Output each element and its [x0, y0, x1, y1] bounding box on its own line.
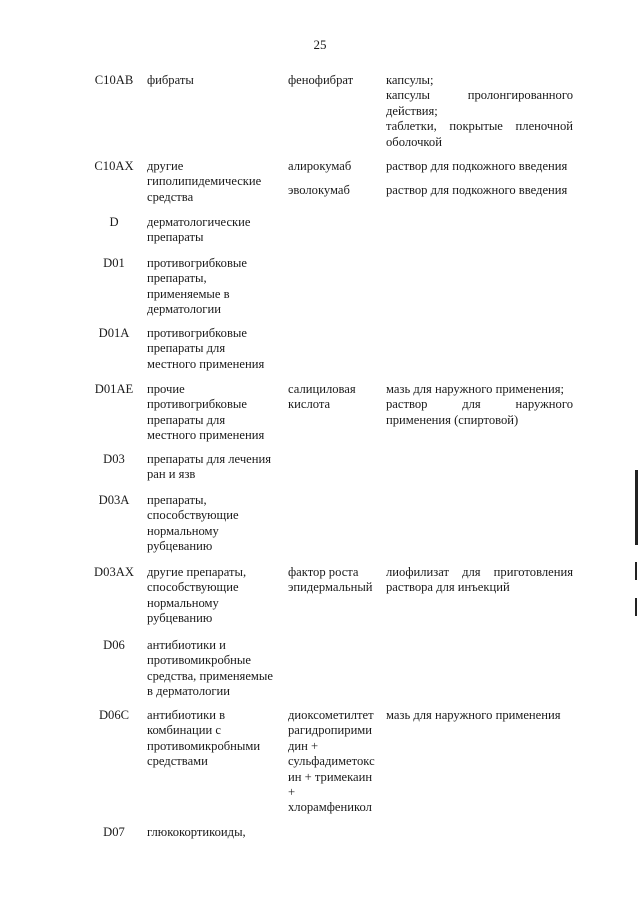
atc-code: D	[109, 215, 119, 229]
drug-name-line: дин +	[288, 738, 319, 753]
dosage-forms	[386, 382, 573, 428]
group-line: препараты для	[147, 412, 226, 427]
anatomical-therapeutic-group	[147, 452, 279, 483]
group-line: противогрибковые	[147, 326, 247, 340]
group-line: нормальному	[147, 595, 219, 610]
form-entry	[386, 708, 573, 723]
group-line: дерматологические	[147, 215, 251, 229]
group-line: способствующие	[147, 580, 239, 595]
drug-name-line: эпидермальный	[288, 580, 373, 595]
atc-code: D01AE	[94, 382, 134, 396]
group-line: способствующие	[147, 508, 239, 523]
group-line: прочие	[147, 382, 185, 396]
dosage-form-line: капсулы;	[386, 73, 434, 87]
group-line: фибраты	[147, 73, 194, 87]
anatomical-therapeutic-group	[147, 638, 279, 700]
group-line: другие препараты,	[147, 565, 247, 579]
dosage-form-line: мазь для наружного применения;	[386, 382, 565, 396]
atc-code: D03	[103, 452, 125, 466]
drug-names	[288, 159, 380, 198]
group-line: средствами	[147, 754, 208, 769]
anatomical-therapeutic-group	[147, 73, 279, 88]
drug-names	[288, 382, 380, 413]
dosage-form-line: капсулы пролонгированного	[386, 88, 573, 103]
drug-entry	[288, 73, 380, 88]
drug-names	[288, 708, 380, 816]
drug-entry	[288, 565, 380, 596]
form-entry	[386, 183, 573, 198]
group-line: рубцеванию	[147, 611, 213, 626]
atc-code: D03AX	[94, 565, 134, 579]
group-line: препараты для лечения	[147, 452, 272, 466]
group-line: антибиотики и	[147, 638, 226, 652]
dosage-form-line: раствор для подкожного введения	[386, 159, 568, 173]
scan-mark-right-lower	[635, 562, 637, 580]
atc-code: C10AX	[94, 159, 134, 173]
group-line: комбинации с	[147, 723, 221, 738]
drug-name-line: фенофибрат	[288, 73, 354, 87]
drug-entry	[288, 708, 380, 816]
anatomical-therapeutic-group	[147, 825, 279, 840]
dosage-form-line: лиофилизат для приготовления	[386, 565, 573, 579]
group-line: препараты для	[147, 341, 226, 356]
group-line: дерматологии	[147, 302, 221, 317]
drug-name-line: диоксометилтет	[288, 708, 374, 722]
group-line: препараты,	[147, 493, 207, 507]
anatomical-therapeutic-group	[147, 493, 279, 555]
dosage-form-line: применения (спиртовой)	[386, 412, 519, 427]
anatomical-therapeutic-group	[147, 215, 279, 246]
atc-code: D01	[103, 256, 125, 270]
drug-names	[288, 73, 380, 88]
group-line: противомикробными	[147, 738, 261, 753]
group-line: местного применения	[147, 428, 265, 443]
group-line: противогрибковые	[147, 256, 247, 270]
group-line: местного применения	[147, 356, 265, 371]
drug-name-line: сульфадиметокс	[288, 754, 375, 769]
drug-entry	[288, 159, 380, 174]
drug-entry	[288, 183, 380, 198]
dosage-forms	[386, 565, 573, 596]
anatomical-therapeutic-group	[147, 708, 279, 770]
drug-name-line: кислота	[288, 397, 331, 412]
group-line: противомикробные	[147, 653, 251, 668]
atc-code: D01A	[98, 326, 130, 340]
drug-name-line: ин + тримекаин	[288, 769, 373, 784]
dosage-form-line: раствора для инъекций	[386, 580, 510, 595]
dosage-form-line: действия;	[386, 103, 438, 118]
drug-name-line: эволокумаб	[288, 183, 350, 197]
anatomical-therapeutic-group	[147, 256, 279, 318]
dosage-form-line: раствор для наружного	[386, 397, 573, 412]
dosage-form-line: оболочкой	[386, 134, 442, 149]
form-entry	[386, 565, 573, 596]
atc-code: D06C	[98, 708, 130, 722]
group-line: противогрибковые	[147, 397, 247, 412]
form-entry	[386, 159, 573, 174]
drug-name-line: салициловая	[288, 382, 356, 396]
group-line: средства, применяемые	[147, 668, 273, 683]
form-entry	[386, 382, 573, 428]
drug-entry	[288, 382, 380, 413]
anatomical-therapeutic-group	[147, 326, 279, 372]
group-line: гиполипидемические	[147, 174, 262, 189]
group-line: ран и язв	[147, 467, 196, 482]
group-line: другие	[147, 159, 184, 173]
atc-code: C10AB	[94, 73, 134, 87]
dosage-forms	[386, 708, 573, 723]
atc-code: D03A	[98, 493, 130, 507]
drug-name-line: хлорамфеникол	[288, 800, 372, 815]
dosage-form-line: раствор для подкожного введения	[386, 183, 568, 197]
anatomical-therapeutic-group	[147, 159, 279, 205]
atc-code: D07	[103, 825, 125, 839]
group-line: антибиотики в	[147, 708, 226, 722]
group-line: глюкокортикоиды,	[147, 825, 246, 839]
drug-name-line: алирокумаб	[288, 159, 352, 173]
dosage-forms	[386, 159, 573, 198]
scan-mark-right-bottom	[635, 598, 637, 616]
drug-name-line: рагидропирими	[288, 723, 373, 738]
drug-name-line: фактор роста	[288, 565, 359, 579]
group-line: препараты	[147, 230, 204, 245]
dosage-forms	[386, 73, 573, 150]
page-number: 25	[313, 37, 327, 52]
group-line: средства	[147, 189, 194, 204]
anatomical-therapeutic-group	[147, 565, 279, 627]
drug-name-line: +	[288, 785, 296, 800]
form-entry	[386, 73, 573, 150]
scan-mark-right	[635, 470, 638, 545]
group-line: нормальному	[147, 523, 219, 538]
atc-code: D06	[103, 638, 125, 652]
dosage-form-line: таблетки, покрытые пленочной	[386, 119, 573, 134]
anatomical-therapeutic-group	[147, 382, 279, 444]
drug-names	[288, 565, 380, 596]
group-line: применяемые в	[147, 286, 230, 301]
dosage-form-line: мазь для наружного применения	[386, 708, 561, 722]
group-line: препараты,	[147, 271, 207, 286]
group-line: в дерматологии	[147, 684, 231, 699]
group-line: рубцеванию	[147, 539, 213, 554]
